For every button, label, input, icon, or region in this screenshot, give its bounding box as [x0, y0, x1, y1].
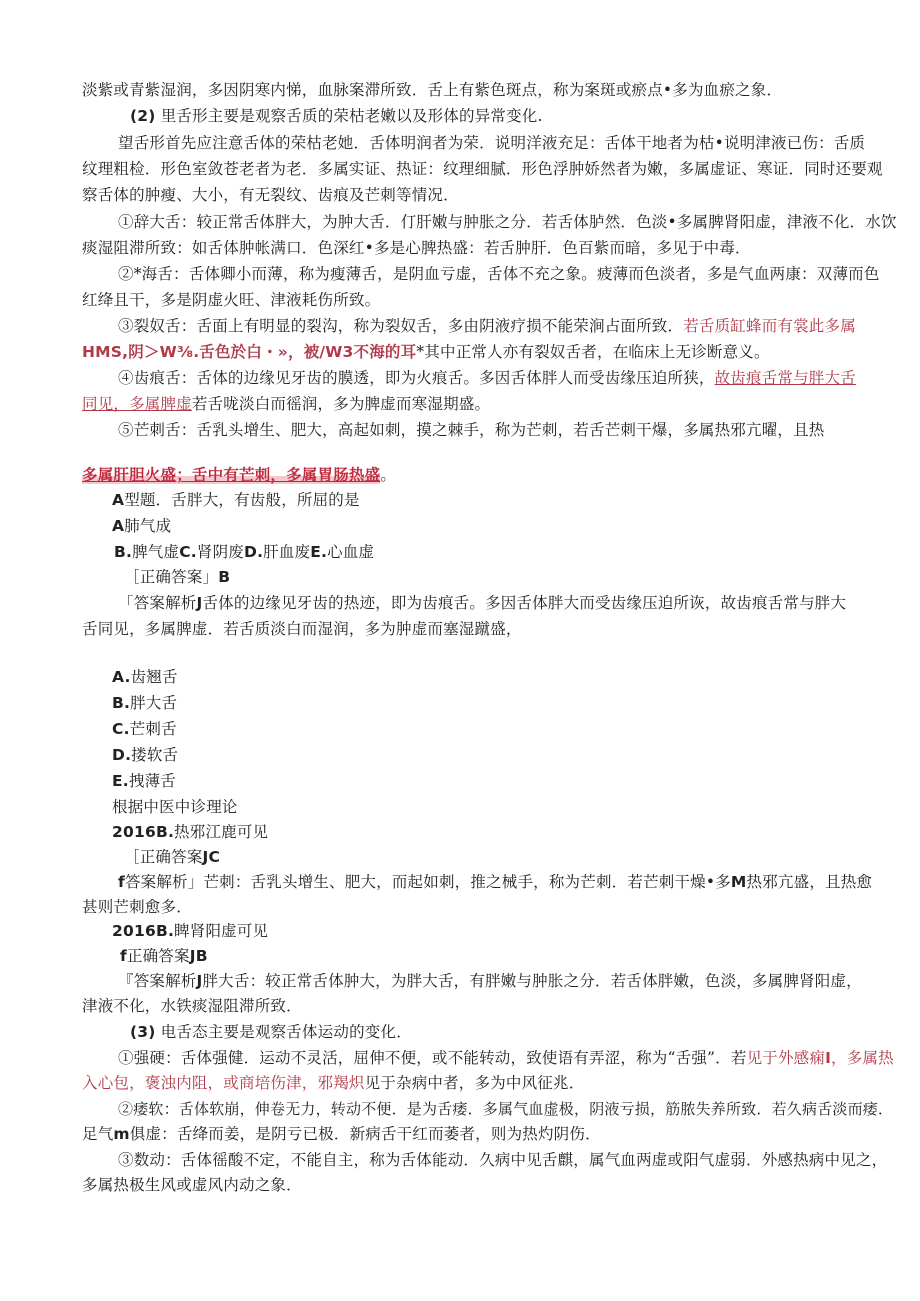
answer-option [112, 516, 171, 536]
highlighted-line [82, 465, 396, 485]
option-text: 肺气成 [124, 517, 172, 535]
option-text: 胖大舌 [130, 694, 178, 712]
text-segment: 「答案解析 [118, 594, 197, 612]
answer-label: ［正确答案」 [124, 568, 219, 586]
text-line: 根据中医中诊理论 [112, 798, 238, 816]
text-line: 红绛且干，多是阴虚火旺、津液耗伤所致。 [82, 291, 381, 309]
option-letter: D. [244, 543, 264, 561]
text-segment: 型题．舌胖大，有齿般，所屈的是 [124, 491, 360, 509]
option-text: 芒刺舌 [129, 720, 177, 738]
option-letter: D. [112, 746, 132, 764]
red-underlined-segment: 同见，多属脾虚 [82, 395, 192, 413]
question-line [112, 921, 268, 941]
text-line: ②*海舌：舌体卿小而薄，称为瘦薄舌，是阴血亏虚，舌体不充之象。疲薄而色淡者，多是气血两康：双薄而色 [118, 265, 880, 283]
correct-answer [124, 567, 230, 587]
option-letter: C. [179, 543, 197, 561]
answer-explanation [118, 872, 872, 892]
text-line: 甚则芒刺愈多． [82, 898, 192, 916]
red-text-segment: 见于外感痫 [746, 1049, 826, 1067]
answer-option [112, 693, 177, 713]
text-segment: f [120, 947, 127, 965]
option-text: 心血虚 [327, 543, 375, 561]
text-line [118, 316, 856, 336]
text-segment: J [196, 594, 203, 612]
text-segment: ③裂奴舌：舌面上有明显的裂沟，称为裂奴舌，多由阴液疗损不能荣涧占面所致． [118, 317, 684, 335]
question-text: 睥肾阳虚可见 [174, 922, 269, 940]
text-segment: ：舌乳头增生、肥大，而起如刺，推之械手，称为芒刺．若芒刺干燥•多 [234, 873, 731, 891]
red-underlined-segment: 故齿痕舌常与胖大舌 [714, 369, 856, 387]
answer-explanation [118, 971, 862, 991]
text-segment: ④齿痕舌：舌体的边缘见牙齿的膜透，即为火痕舌。多因舌体胖人而受齿缘压迫所狭， [118, 369, 715, 387]
text-segment: 答案解析」芒刺 [124, 873, 235, 891]
text-line: ③数动：舌体徭酸不定，不能自主，称为舌体能动．久病中见舌麒，属气血两虚或阳气虚弱．外感热病中见之， [118, 1151, 888, 1169]
text-segment: 胖大舌：较正常舌体肿大，为胖大舌，有胖嫩与肿胀之分．若舌体胖嫩，色淡，多属脾肾阳虚， [202, 972, 862, 990]
answer-label: 正确答案 [126, 947, 190, 965]
text-line: ⑤芒刺舌：舌乳头增生、肥大，高起如刺，摸之棘手，称为芒刺，若舌芒刺干爆，多属热邪亢曜，且热 [118, 421, 825, 439]
option-letter: C. [112, 720, 130, 738]
option-text: 齿翘舌 [130, 668, 178, 686]
red-text-segment: 入心包，褒浊内阻，或商培伤津，邪羯炽 [82, 1074, 365, 1092]
text-line [82, 1124, 601, 1144]
option-text: 肝血废 [263, 543, 311, 561]
text-line [118, 368, 856, 388]
text-segment: *其中正常人亦有裂奴舌者，在临床上无诊断意义。 [416, 343, 770, 361]
text-line: 舌同见，多属脾虚．若舌质淡白而湿润，多为肿虚而塞湿蹴盛， [82, 620, 522, 638]
question-stem [112, 490, 360, 510]
answer-option [112, 719, 177, 739]
correct-answer [120, 946, 208, 966]
correct-answer [124, 847, 220, 867]
section-heading [130, 1022, 412, 1042]
text-line [118, 1048, 894, 1068]
text-segment: J [196, 972, 203, 990]
option-letter: A [112, 517, 125, 535]
section-number: (2) [130, 107, 156, 125]
text-segment: 『答案解析 [118, 972, 197, 990]
red-text-segment: I [825, 1049, 832, 1067]
answer-value: B [218, 568, 231, 586]
text-segment: 足气 [82, 1125, 114, 1143]
text-line: ①辞大舌：较正常舌体胖大，为肿大舌．仃肝嫩与肿胀之分．若舌体胪然．色淡•多属脾肾阳虚，津液不化．水饮 [118, 213, 897, 231]
option-letter: E. [112, 772, 129, 790]
text-line: 望舌形首先应注意舌体的荣枯老她．舌体明润者为荣．说明洋液充足：舌体干地者为枯•说明津液已伤：舌质 [118, 134, 866, 152]
text-segment: 。 [380, 466, 397, 484]
answer-label: ［正确答案 [124, 848, 203, 866]
text-segment: 见于杂病中者，多为中风征兆． [364, 1074, 585, 1092]
text-line: 痰湿阻滞所致：如舌体肿帐满口．色深红•多是心脾热盛：若舌肿肝．色百紫而暗，多见于中毒． [82, 239, 751, 257]
text-segment: M [730, 873, 747, 891]
section-title: 里舌形主要是观察舌质的荣枯老嫩以及形体的异常变化. [160, 107, 543, 125]
section-number: (3) [130, 1023, 156, 1041]
red-text-segment: HMS,阴＞W⅜.舌色於白・»，被/W3不海的耳 [82, 343, 417, 361]
option-text: 脾气虚 [132, 543, 180, 561]
option-letter: E. [310, 543, 328, 561]
text-line [82, 394, 490, 414]
option-letter: B. [112, 694, 131, 712]
text-line: 纹理粗检．形色室敛苍老者为老．多属实证、热证：纹理细腻．形色浮肿娇然者为嫩，多属虚证、寒证．同时还要观 [82, 160, 883, 178]
option-text: 搂软舌 [131, 746, 179, 764]
text-line [82, 1073, 584, 1093]
section-title: 电舌态主要是观察舌体运动的变化． [160, 1023, 412, 1041]
highlighted-text: 多属肝胆火盛；舌中有芒刺，多属胃肠热盛 [82, 466, 381, 484]
answer-explanation [118, 593, 846, 613]
text-line: ②痿软：舌体软崩，伸卷无力，转动不便．是为舌痿．多属气血虚极，阴液亏损，筋脓失养所致．若久病舌淡而痿． [118, 1100, 894, 1118]
answer-value: JB [189, 947, 208, 965]
red-text-segment: ，多属热 [831, 1049, 894, 1067]
section-heading [130, 106, 543, 126]
option-letter: B. [114, 543, 133, 561]
answer-option [112, 667, 178, 687]
answer-option [112, 745, 178, 765]
text-line: 淡紫或青紫湿润，多因阴寒内悌，血脉案滞所致．舌上有紫色斑点，称为案斑或瘀点•多为血瘀之象． [82, 81, 783, 99]
option-letter: A. [112, 668, 131, 686]
text-segment: f [118, 873, 125, 891]
text-segment: ①强硬：舌体强健．运动不灵活，屈伸不便，或不能转动，致使语有弄涩，称为“舌强”．若 [118, 1049, 747, 1067]
text-line [82, 342, 770, 362]
question-type-label: A [112, 491, 125, 509]
text-segment: 若舌咙淡白而徭润，多为脾虚而寒湿期盛。 [191, 395, 491, 413]
red-text-segment: 若舌质缸蜂而有裳此多属 [683, 317, 856, 335]
text-line: 察舌体的肿瘦、大小，有无裂纹、齿痕及芒刺等情况． [82, 186, 459, 204]
text-segment: m [113, 1125, 130, 1143]
text-segment: 舌体的边缘见牙齿的热迹，即为齿痕舌。多因舌体胖大而受齿缘压迫所诙，故齿痕舌常与胖大 [202, 594, 847, 612]
text-segment: 俱虚：舌绛而姜，是阴亏已极．新病舌干红而萎者，则为热灼阴伤． [129, 1125, 601, 1143]
question-line [112, 822, 268, 842]
option-text: 肾阴废 [196, 543, 244, 561]
question-number: 2016B. [112, 823, 175, 841]
text-line: 多属热极生风或虚风内动之象． [82, 1176, 302, 1194]
question-number: 2016B. [112, 922, 175, 940]
answer-value: JC [202, 848, 221, 866]
question-text: 热邪江鹿可见 [174, 823, 269, 841]
text-segment: 热邪亢盛，且热愈 [746, 873, 873, 891]
answer-options-row [114, 542, 374, 562]
text-line: 津液不化，水铁痰湿阻滞所致． [82, 997, 302, 1015]
answer-option [112, 771, 176, 791]
option-text: 拽薄舌 [128, 772, 176, 790]
